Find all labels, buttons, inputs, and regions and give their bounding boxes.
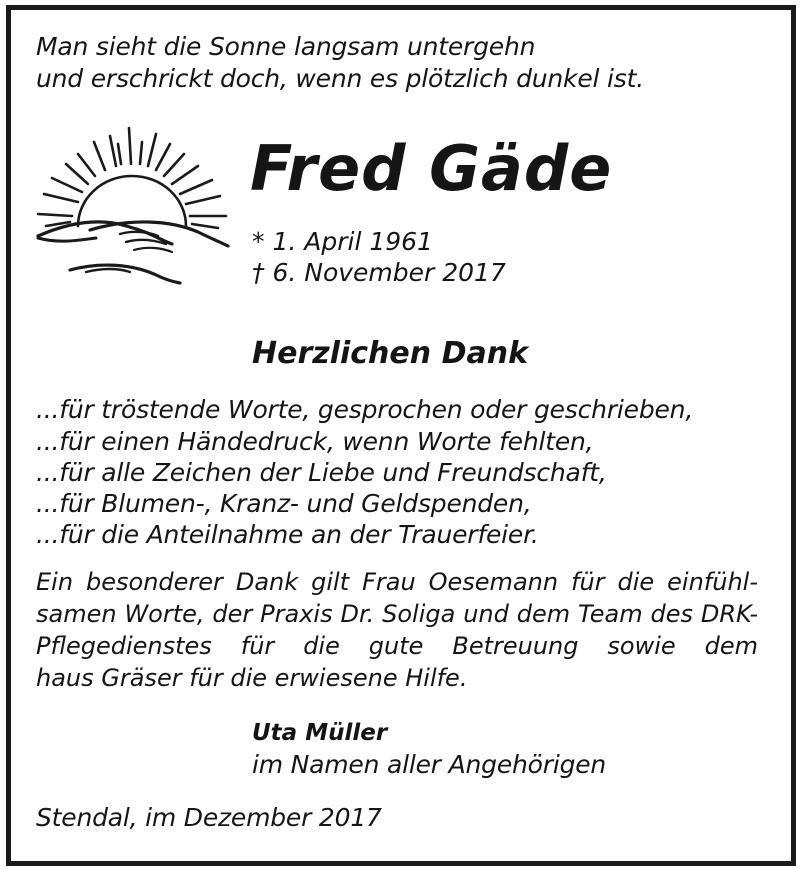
sunset-over-hills-icon	[30, 122, 230, 287]
special-thanks-line: haus Gräser für die erwiesene Hilfe.	[36, 664, 468, 692]
special-thanks-line: Ein besonderer Dank gilt Frau Oesemann für die einfühl-	[36, 568, 758, 596]
place-date: Stendal, im Dezember 2017	[36, 803, 382, 832]
thanks-item: ...für die Anteilnahme an der Trauerfeier.	[36, 520, 539, 549]
thanks-heading: Herzlichen Dank	[252, 336, 529, 371]
special-thanks-paragraph	[36, 566, 758, 694]
special-thanks-line: samen Worte, der Praxis Dr. Soliga und dem Team des DRK-	[36, 600, 758, 628]
thanks-item: ...für einen Händedruck, wenn Worte fehlten,	[36, 427, 594, 456]
deceased-name: Fred Gäde	[250, 132, 613, 205]
thanks-item: ...für tröstende Worte, gesprochen oder geschrieben,	[36, 395, 694, 424]
thanks-item: ...für Blumen-, Kranz- und Geldspenden,	[36, 489, 532, 518]
birth-date: * 1. April 1961	[252, 227, 433, 256]
signature-note: im Namen aller Angehörigen	[252, 750, 607, 779]
verse-line-1: Man sieht die Sonne langsam untergehn	[36, 32, 536, 61]
signature-name: Uta Müller	[252, 720, 388, 746]
special-thanks-line: Pflegedienstes für die gute Betreuung sowie dem	[36, 632, 758, 660]
verse-line-2: und erschrickt doch, wenn es plötzlich dunkel ist.	[36, 64, 644, 93]
thanks-item: ...für alle Zeichen der Liebe und Freundschaft,	[36, 458, 607, 487]
death-date: † 6. November 2017	[252, 258, 506, 287]
